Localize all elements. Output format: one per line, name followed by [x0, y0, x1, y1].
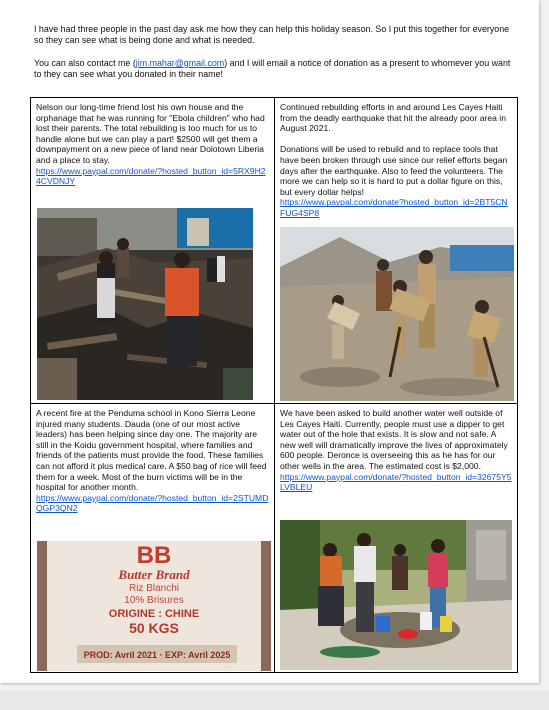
cell-haiti-earthquake-rebuilding — [280, 102, 512, 219]
photo-water-well — [280, 520, 512, 670]
cell-text: We have been asked to build another water well outside of Les Cayes Haiti. Currently, people must use a dipper to get water out of the hole that exists. It is slow and not safe. A new well will dramatically improve the lives of approximately 600 people. Deronce is overseeing this as he has for our other wells in the area. The estimated cost is $2,000. — [280, 408, 508, 471]
rice-bag-graphic — [37, 541, 271, 671]
viewer-background — [0, 690, 549, 710]
intro-text-after-email: ) and I will email a notice of donation as a present to whomever you want to they can see what you donated in their name! — [34, 57, 511, 80]
email-link[interactable]: jim.mahar@gmail.com — [135, 57, 225, 68]
rice-bag-origin: ORIGINE : CHINE — [108, 608, 200, 620]
intro-paragraph-1: I have had three people in the past day ask me how they can help this holiday season. So I put this together for everyone so they can see what is being done and what is needed. — [34, 24, 510, 46]
rice-bag-line-1: Riz Blanchi — [128, 583, 180, 594]
paypal-donate-link[interactable]: https://www.paypal.com/donate/?hosted_button_id=32675Y5LVBLEU — [280, 471, 512, 493]
cell-text-1: Continued rebuilding efforts in and around Les Cayes Haiti from the deadly earthquake that hit the already poor area in August 2021. — [280, 102, 506, 134]
intro-text-before-email: You can also contact me ( — [34, 57, 136, 68]
cell-sierra-leone-fire — [36, 408, 270, 514]
paypal-donate-link[interactable]: https://www.paypal.com/donate/?hosted_button_id=2STUMDQGP3QN2 — [36, 492, 269, 514]
donation-table — [30, 97, 518, 673]
cell-text-2: Donations will be used to rebuild and to replace tools that have been broken through use since our relief efforts began days after the earthquake. Also to feed the volunteers. The more we can help so it is hard to put a dollar figure on this, but every dollar helps! — [280, 144, 508, 197]
cell-liberia-orphanage — [36, 102, 270, 187]
photo-rice-bag — [37, 541, 271, 671]
cell-text: Nelson our long-time friend lost his own house and the orphanage that he was running for "Ebola children" who had lost their parents. The total rebuilding is too much for us to handle alone but we can play a part! $2500 will get them a downpayment on a new piece of land near Dolotown Liberia and a place to stay. — [36, 102, 265, 165]
paypal-donate-link[interactable]: https://www.paypal.com/donate?hosted_button_id=2BT5CNFUG4SP8 — [280, 197, 508, 218]
intro-paragraph-2 — [34, 58, 514, 81]
rice-bag-logo: BB — [136, 542, 172, 569]
cell-text: A recent fire at the Penduma school in Kono Sierra Leone injured many students. Dauda (one of our most active leaders) has been helping since day one. The majority are still in the Koidu government hospital, where families and friends of the patients must provide the food. These families can not afford it plus medical care. A $50 bag of rice will feed them for a week. Most of the burn victims will be in the hospital for another month. — [36, 408, 267, 493]
rice-bag-dates: PROD: Avril 2021 · EXP: Avril 2025 — [83, 650, 231, 660]
cell-haiti-water-well — [280, 408, 512, 493]
rice-bag-brand: Butter Brand — [118, 567, 190, 582]
photo-burned-house-ruins — [37, 208, 253, 400]
rice-bag-weight: 50 KGS — [129, 620, 179, 636]
table-divider-vertical — [274, 98, 275, 672]
table-divider-horizontal — [31, 403, 517, 404]
paypal-donate-link[interactable]: https://www.paypal.com/donate/?hosted_button_id=5RX9H24CVDNJY — [36, 165, 266, 187]
rice-bag-line-2: 10% Brisures — [124, 595, 184, 606]
photo-volunteers-digging — [280, 227, 514, 401]
intro-text — [34, 24, 514, 92]
